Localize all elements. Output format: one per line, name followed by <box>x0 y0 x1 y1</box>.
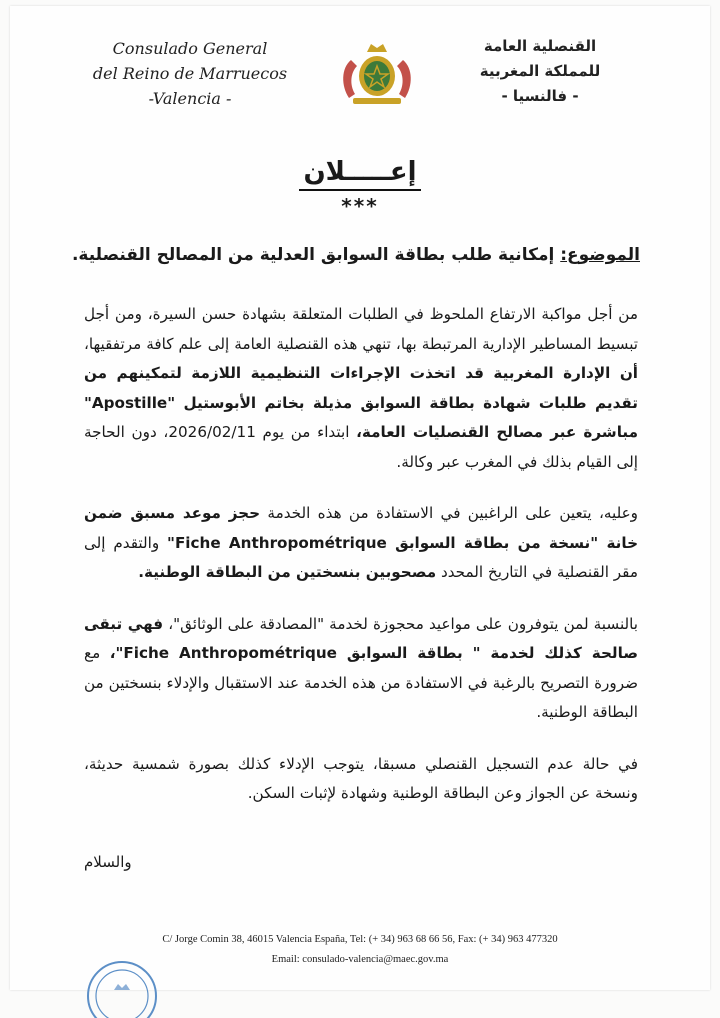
footer-address: C/ Jorge Comin 38, 46015 Valencia España, Tel: (+ 34) 963 68 66 56, Fax: (+ 34) 963 477320 <box>162 934 558 945</box>
title-stars: *** <box>341 194 379 218</box>
paragraph-1 <box>84 300 638 477</box>
header-es-line1: Consulado General <box>112 39 268 58</box>
footer-email: Email: consulado-valencia@maec.gov.ma <box>271 954 449 965</box>
paragraph-2 <box>84 499 638 588</box>
p2-intro: وعليه، يتعين على الراغبين في الاستفادة من هذه الخدمة <box>267 504 638 522</box>
announcement-title <box>0 155 720 191</box>
header-ar-line3: - فالنسيا - <box>501 87 579 105</box>
title-text: إعـــــلان <box>299 155 420 191</box>
p2-documents: مصحوبين بنسختين من البطاقة الوطنية. <box>138 563 437 581</box>
header-arabic <box>430 34 650 109</box>
moroccan-coat-of-arms-icon <box>333 38 421 108</box>
p3-valid: فهي تبقى صالحة كذلك لخدمة " بطاقة السوابق Fiche Anthropométrique"، <box>84 614 639 662</box>
paragraph-4 <box>84 750 638 809</box>
p3-declare: مع ضرورة التصريح بالرغبة في الاستفادة من هذه الخدمة عند الاستقبال والإدلاء بنسختين من البطاقة الوطنية. <box>84 644 638 721</box>
header-ar-line1: القنصلية العامة <box>483 37 597 55</box>
consulate-stamp-icon <box>84 958 164 1018</box>
header-es-line3: -Valencia - <box>148 89 232 108</box>
header-ar-line2: للمملكة المغربية <box>479 62 601 80</box>
header-es-line2: del Reino de Marruecos <box>92 64 288 83</box>
p3-intro: بالنسبة لمن يتوفرون على مواعيد محجوزة لخدمة "المصادقة على الوثائق"، <box>168 614 639 633</box>
p2-appointment: حجز موعد مسبق ضمن خانة "نسخة من بطاقة السوابق Fiche Anthropométrique" <box>84 504 639 552</box>
subject-label: الموضوع: <box>560 245 640 265</box>
p2-visit: والتقدم إلى مقر القنصلية في التاريخ المحدد <box>84 533 638 581</box>
p1-intro: من أجل مواكبة الارتفاع الملحوظ في الطلبات المتعلقة بشهادة حسن السيرة، ومن أجل تبسيط المساطير الإدارية المرتبطة بها، تنهي هذه القنصلية العامة إلى علم كافة مرتفقيها، <box>84 305 638 353</box>
subject-text: إمكانية طلب بطاقة السوابق العدلية من المصالح القنصلية. <box>71 245 555 265</box>
paragraph-3 <box>84 610 638 728</box>
header-spanish <box>70 36 310 111</box>
subject-line <box>60 245 640 265</box>
p1-date: ابتداء من يوم 2026/02/11، دون الحاجة إلى القيام بذلك في المغرب عبر وكالة. <box>84 423 638 471</box>
letter-body <box>84 300 638 831</box>
closing-salutation: والسلام <box>84 853 132 871</box>
p4-text: في حالة عدم التسجيل القنصلي مسبقا، يتوجب الإدلاء كذلك بصورة شمسية حديثة، ونسخة عن الجواز وعن البطاقة الوطنية وشهادة لإثبات السكن. <box>84 754 638 802</box>
p1-apostille: أن الإدارة المغربية قد اتخذت الإجراءات التنظيمية اللازمة لتمكينهم من تقديم طلبات شهادة بطاقة السوابق مذيلة بخاتم الأبوستيل "Apostille" مباشرة عبر مصالح القنصليات العامة، <box>84 364 639 441</box>
